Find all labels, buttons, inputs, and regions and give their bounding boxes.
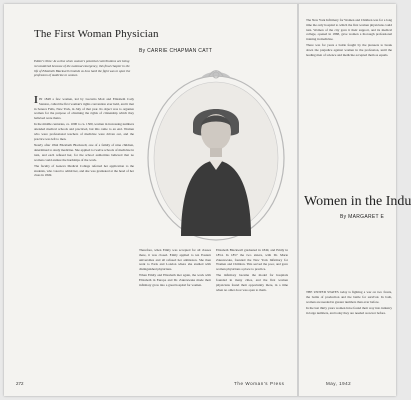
page-gutter bbox=[297, 4, 299, 396]
paragraph-text: IN 1848 a few women, led by Lucretia Mott and Elizabeth Cady Stanton, called the first woman's rights convention ever held, and it met in Seneca Falls, New York, in July of that year. Its object was to organize women for the purpose of obtaining the rights of citizenship which they believed were theirs. bbox=[34, 97, 134, 121]
magazine-spread bbox=[4, 4, 411, 396]
paragraph: THE UNITED STATES today is fighting a war on two fronts, the battle of production and the battle for survival. In both, women are needed in greater numbers than ever before. bbox=[306, 290, 392, 304]
paragraph: In the last thirty years women have found their way into industry in large numbers, and today they are needed as never before. bbox=[306, 305, 392, 315]
paragraph: Elizabeth Blackwell graduated in 1849, and Emily in 1854. In 1857 the two sisters, with Dr. Marie Zakrzewska, founded the New York Infirmary for Women and Children. This served the poor, and gave women physicians a place to practice. bbox=[216, 248, 288, 272]
paragraph: In the middle centuries, ca. 1000 to ca. 1500, women in increasing numbers attended medical schools and practiced, but this came to an end. Women who were professional teachers of medicine were driven out, and the practice was left to men. bbox=[34, 122, 134, 141]
paragraph: The New York Infirmary for Women and Children was for a long time the only hospital to which the first women physicians could turn. Women of the city gave it their support, and its medical college, opened in 1868, gave women a thorough professional training in medicine. bbox=[306, 18, 392, 42]
second-article-column bbox=[306, 290, 392, 380]
paragraph: When Emily and Elizabeth met again, the work with Elizabeth in Europe and Dr. Zakrzewska made their infirmary grow into a great hospital for women. bbox=[139, 273, 211, 288]
issue-date: May, 1942 bbox=[326, 381, 352, 386]
article-column-1 bbox=[34, 97, 134, 377]
paragraph: The infirmary became the model for hospitals founded in many cities, and the first women physicians found their opportunity there, in a time when no other door was open to them. bbox=[216, 273, 288, 292]
article-column-2 bbox=[139, 248, 211, 378]
second-article-byline: By MARGARET E bbox=[340, 214, 385, 220]
portrait-illustration bbox=[141, 66, 291, 244]
drop-cap: I bbox=[34, 95, 38, 106]
continued-column bbox=[306, 18, 392, 178]
article-column-3 bbox=[216, 248, 288, 378]
article-byline: By CARRIE CHAPMAN CATT bbox=[139, 48, 213, 54]
paragraph: Nearly after 1844 Elizabeth Blackwell, one of a family of nine children, determined to study medicine. She applied to twelve schools of medicine in turn, and each refused her, for the school authorities believed that no woman could endure the hardships of the work. bbox=[34, 143, 134, 162]
article-title: The First Woman Physician bbox=[34, 28, 159, 40]
editor-note: Editor's Note: At a time when women's potential contributions are being reconsidered because of the national emergency, this final chapter in the life of Elizabeth Blackwell reminds us how hard the fight was to open the profession of medicine to women. bbox=[34, 59, 131, 78]
paragraph: Therefore, when Emily was accepted for all classes there, it was closed. Emily applied to ten Eastern universities and all refused her admission. She then went to Paris and London where she studied with distinguished physicians. bbox=[139, 248, 211, 272]
second-article-title: Women in the Indu bbox=[304, 194, 411, 209]
magazine-name: The Woman's Press bbox=[234, 381, 285, 386]
page-number: 272 bbox=[16, 381, 24, 386]
paragraph: There was for years a battle fought by the pioneers to break down the prejudice against women in the profession, until the leading men of science and medicine accepted them as equals. bbox=[306, 43, 392, 58]
paragraph bbox=[34, 97, 134, 121]
paragraph: The faculty of Geneva Medical College referred her application to the students, who voted to admit her, and she was graduated at the head of her class in 1849. bbox=[34, 163, 134, 178]
